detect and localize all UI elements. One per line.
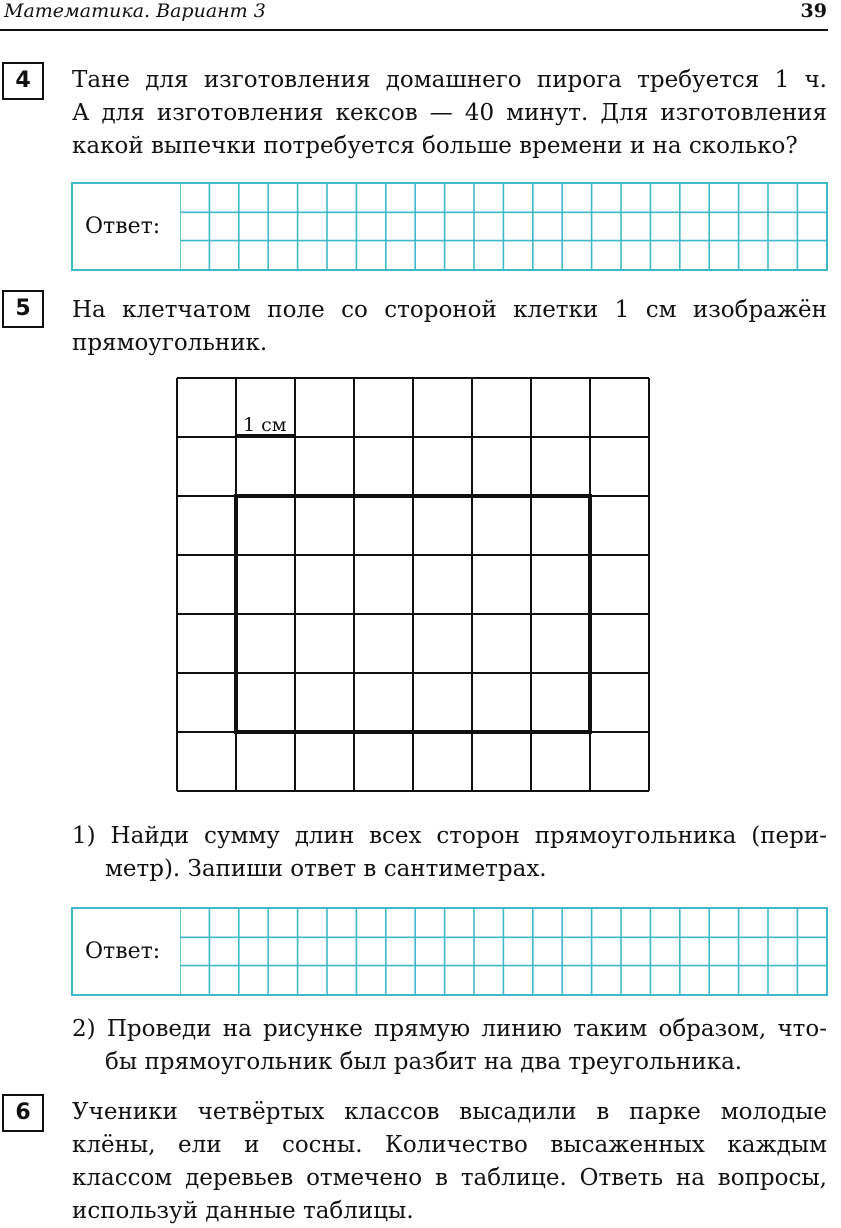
answer-grid[interactable] — [180, 909, 828, 994]
task-6-line: используй данные таблицы. — [72, 1198, 414, 1224]
task-4-line: Тане для изготовления домашнего пирога требуется 1 ч. — [72, 67, 827, 93]
task-5-line: На клетчатом поле со стороной клетки 1 см изображён — [72, 297, 827, 323]
task-4-line: какой выпечки потребуется больше времени и на сколько? — [72, 133, 798, 159]
task-6-line: Ученики четвёртых классов высадили в парке молодые — [72, 1099, 827, 1125]
task-6-number: 6 — [2, 1094, 44, 1132]
page-number: 39 — [800, 0, 827, 22]
task-5-answer-box[interactable] — [71, 907, 828, 996]
task-4-number: 4 — [2, 62, 44, 100]
page-header-title: Математика. Вариант 3 — [4, 0, 266, 22]
task-4-text — [72, 64, 827, 163]
task-5-question-2 — [72, 1013, 827, 1079]
q2-line: 2) Проведи на рисунке прямую линию таким образом, что- — [72, 1016, 827, 1042]
unit-label: 1 см — [243, 414, 287, 436]
q2-line: бы прямоугольник был разбит на два треугольника. — [105, 1049, 743, 1075]
q1-line: метр). Запиши ответ в сантиметрах. — [105, 856, 547, 882]
answer-label: Ответ: — [85, 939, 161, 964]
task-5-number: 5 — [2, 290, 44, 328]
header-rule — [0, 29, 828, 31]
answer-label: Ответ: — [85, 214, 161, 239]
task-5-text — [72, 294, 827, 360]
task-6-line: классом деревьев отмечено в таблице. Ответь на вопросы, — [72, 1165, 827, 1191]
task-4-answer-box[interactable] — [71, 182, 828, 271]
task-6-text — [72, 1096, 827, 1228]
task-5-question-1 — [72, 820, 827, 886]
answer-grid[interactable] — [180, 184, 828, 269]
task-5-line: прямоугольник. — [72, 330, 268, 356]
rectangle-figure[interactable] — [176, 377, 652, 793]
q1-line: 1) Найди сумму длин всех сторон прямоугольника (пери- — [72, 823, 827, 849]
task-6-line: клёны, ели и сосны. Количество высаженных каждым — [72, 1132, 827, 1158]
task-4-line: А для изготовления кексов — 40 минут. Для изготовления — [72, 100, 827, 126]
